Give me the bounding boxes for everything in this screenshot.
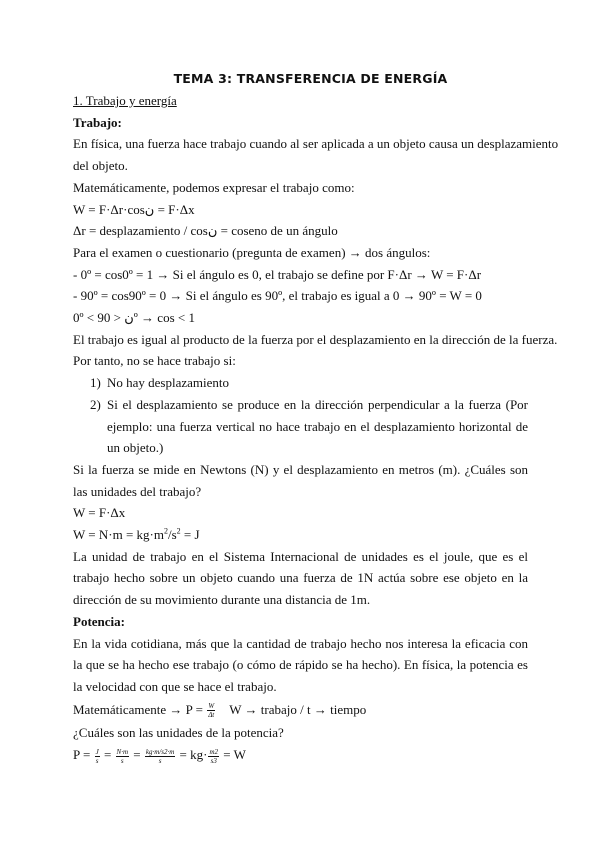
- potencia-paragraph: En la vida cotidiana, más que la cantidad de trabajo hecho nos interesa la eficacia con la que se ha hecho ese trabajo (o cómo de rápido se ha hecho). En física, la potencia es la velocidad con que se hace el trabajo.: [73, 635, 528, 694]
- formula-legend: Δr = desplazamiento / cosن = coseno de un ángulo: [73, 223, 338, 239]
- list-text: No hay desplazamiento: [107, 375, 230, 391]
- power-formula: Matemáticamente → P = $\frac{W}{\Delta t}$ W → trabajo / t → tiempo: [73, 701, 367, 720]
- work-formula: W = F·Δr·cosن = F·Δx: [73, 201, 195, 217]
- list-text: Si el desplazamiento se produce en la dirección perpendicular a la fuerza (Por ejemplo: una fuerza vertical no hace trabajo en el desplazamiento horizontal de un objeto.): [107, 396, 528, 456]
- fraction: $\frac{J}{s}$: [95, 747, 99, 765]
- list-number: 2): [90, 396, 101, 412]
- math-intro: Matemáticamente, podemos expresar el trabajo como:: [73, 179, 355, 195]
- angle-case-90: - 90º = cos90º = 0 → Si el ángulo es 90º, el trabajo es igual a 0 → 90º = W = 0: [73, 288, 482, 304]
- power-units-question: ¿Cuáles son las unidades de la potencia?: [73, 724, 284, 740]
- fraction: $\frac{N\cdot m}{s}$: [116, 747, 129, 765]
- product-statement: El trabajo es igual al producto de la fuerza por el desplazamiento en la dirección de la fuerza.: [73, 331, 558, 347]
- document-page: [73, 68, 559, 767]
- fraction: $\frac{W}{\Delta t}$: [208, 702, 215, 720]
- fraction: $\frac{kg\cdot m/s2\cdot m}{s}$: [145, 747, 175, 765]
- units-formula: $W = N\cdot m = kg\cdot m^2/s^2 = J$: [73, 526, 200, 543]
- list-item: [73, 372, 528, 394]
- subheading-potencia: Potencia:: [73, 613, 125, 629]
- angle-case-0: - 0º = cos0º = 1 → Si el ángulo es 0, el trabajo se define por F·Δr → W = F·Δr: [73, 266, 482, 282]
- fraction: $\frac{m2}{s3}$: [209, 747, 219, 765]
- subheading-trabajo: Trabajo:: [73, 114, 122, 130]
- definition-line-2: del objeto.: [73, 158, 128, 174]
- page-title: TEMA 3: TRANSFERENCIA DE ENERGÍA: [173, 71, 448, 86]
- no-work-intro: Por tanto, no se hace trabajo si:: [73, 353, 236, 369]
- definition-line-1: En física, una fuerza hace trabajo cuando al ser aplicada a un objeto causa un desplazamiento: [73, 136, 559, 152]
- power-units-equation: P = $\frac{J}{s}$ = $\frac{N\cdot m}{s}$ = $\frac{kg\cdot m/s2\cdot m}{s}$ = kg· $\frac{m2}{s3}$ = W: [73, 747, 246, 765]
- section-heading: 1. Trabajo y energía: [73, 93, 177, 108]
- exam-note: Para el examen o cuestionario (pregunta de examen) → dos ángulos:: [73, 244, 431, 260]
- work-formula-short: W = F·Δx: [73, 505, 126, 521]
- angle-case-range: 0º < ن < 90º → cos < 1: [73, 310, 195, 326]
- joule-paragraph: La unidad de trabajo en el Sistema Internacional de unidades es el joule, que es el trabajo hecho sobre un objeto cuando una fuerza de 1N actúa sobre ese objeto en la dirección de su movimiento durante una distancia de 1m.: [73, 548, 528, 608]
- list-number: 1): [90, 375, 101, 391]
- units-question: Si la fuerza se mide en Newtons (N) y el desplazamiento en metros (m). ¿Cuáles son las unidades del trabajo?: [73, 461, 528, 499]
- list-item: [73, 394, 528, 459]
